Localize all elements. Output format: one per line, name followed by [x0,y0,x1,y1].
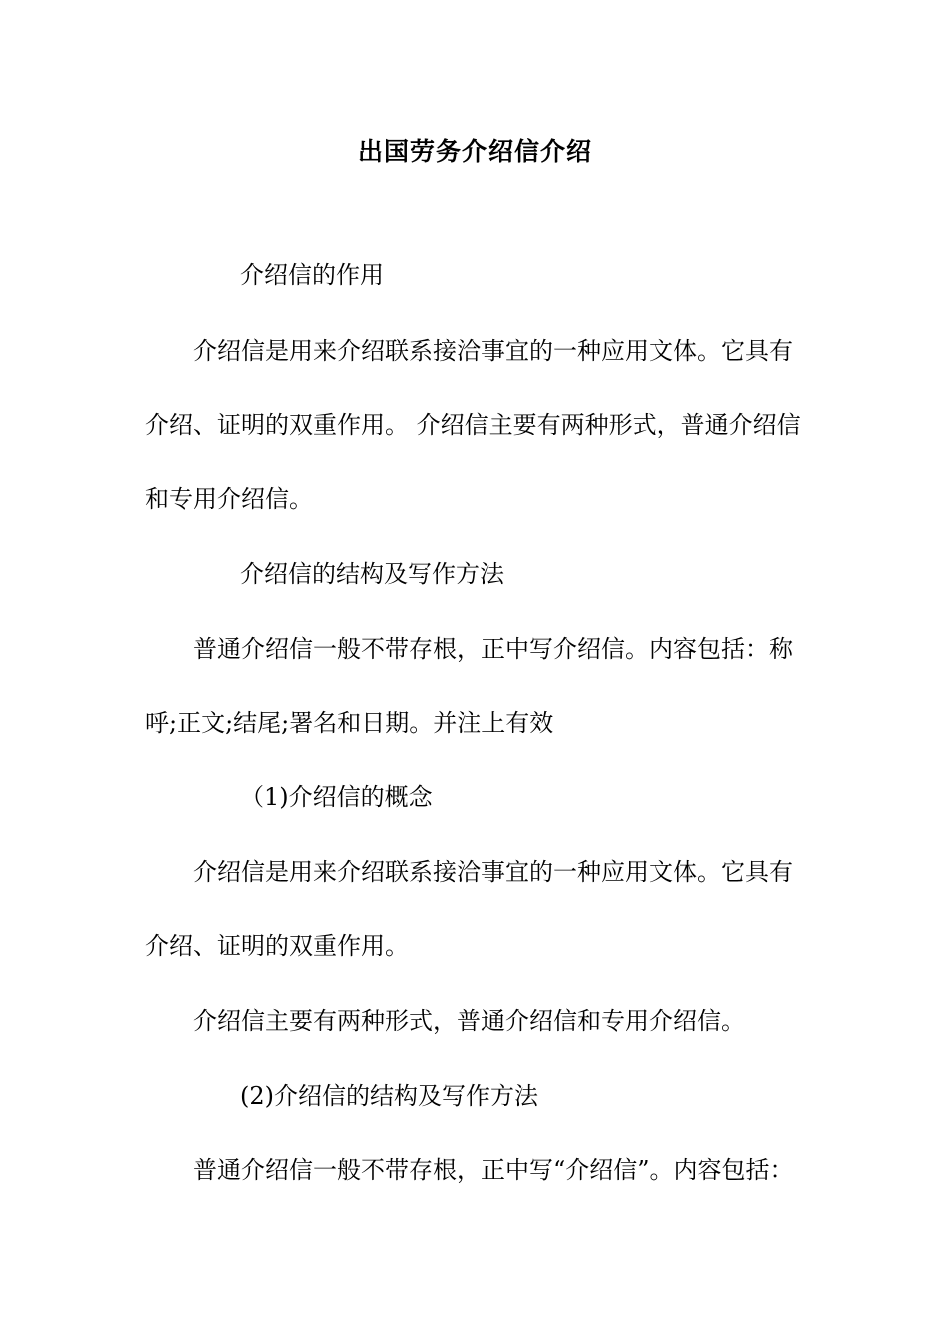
paragraph-line: 介绍、证明的双重作用。 介绍信主要有两种形式，普通介绍信 [145,411,801,439]
document-title: 出国劳务介绍信介绍 [357,137,592,166]
paragraph-line: 介绍信是用来介绍联系接洽事宜的一种应用文体。它具有 [193,337,793,365]
paragraph-line: 普通介绍信一般不带存根，正中写介绍信。内容包括：称 [193,635,793,663]
subsection-heading-structure: (2)介绍信的结构及写作方法 [240,1082,538,1110]
paragraph-line: 普通介绍信一般不带存根，正中写“介绍信”。内容包括： [193,1156,794,1184]
subsection-heading-concept: （1)介绍信的概念 [240,783,433,811]
paragraph-line: 介绍、证明的双重作用。 [145,932,409,960]
paragraph-line: 介绍信是用来介绍联系接洽事宜的一种应用文体。它具有 [193,858,793,886]
paragraph-line: 呼;正文;结尾;署名和日期。并注上有效 [145,709,554,737]
section-heading-purpose: 介绍信的作用 [240,261,384,289]
paragraph-line: 和专用介绍信。 [145,485,313,513]
section-heading-structure: 介绍信的结构及写作方法 [240,560,504,588]
paragraph-line: 介绍信主要有两种形式，普通介绍信和专用介绍信。 [193,1007,745,1035]
